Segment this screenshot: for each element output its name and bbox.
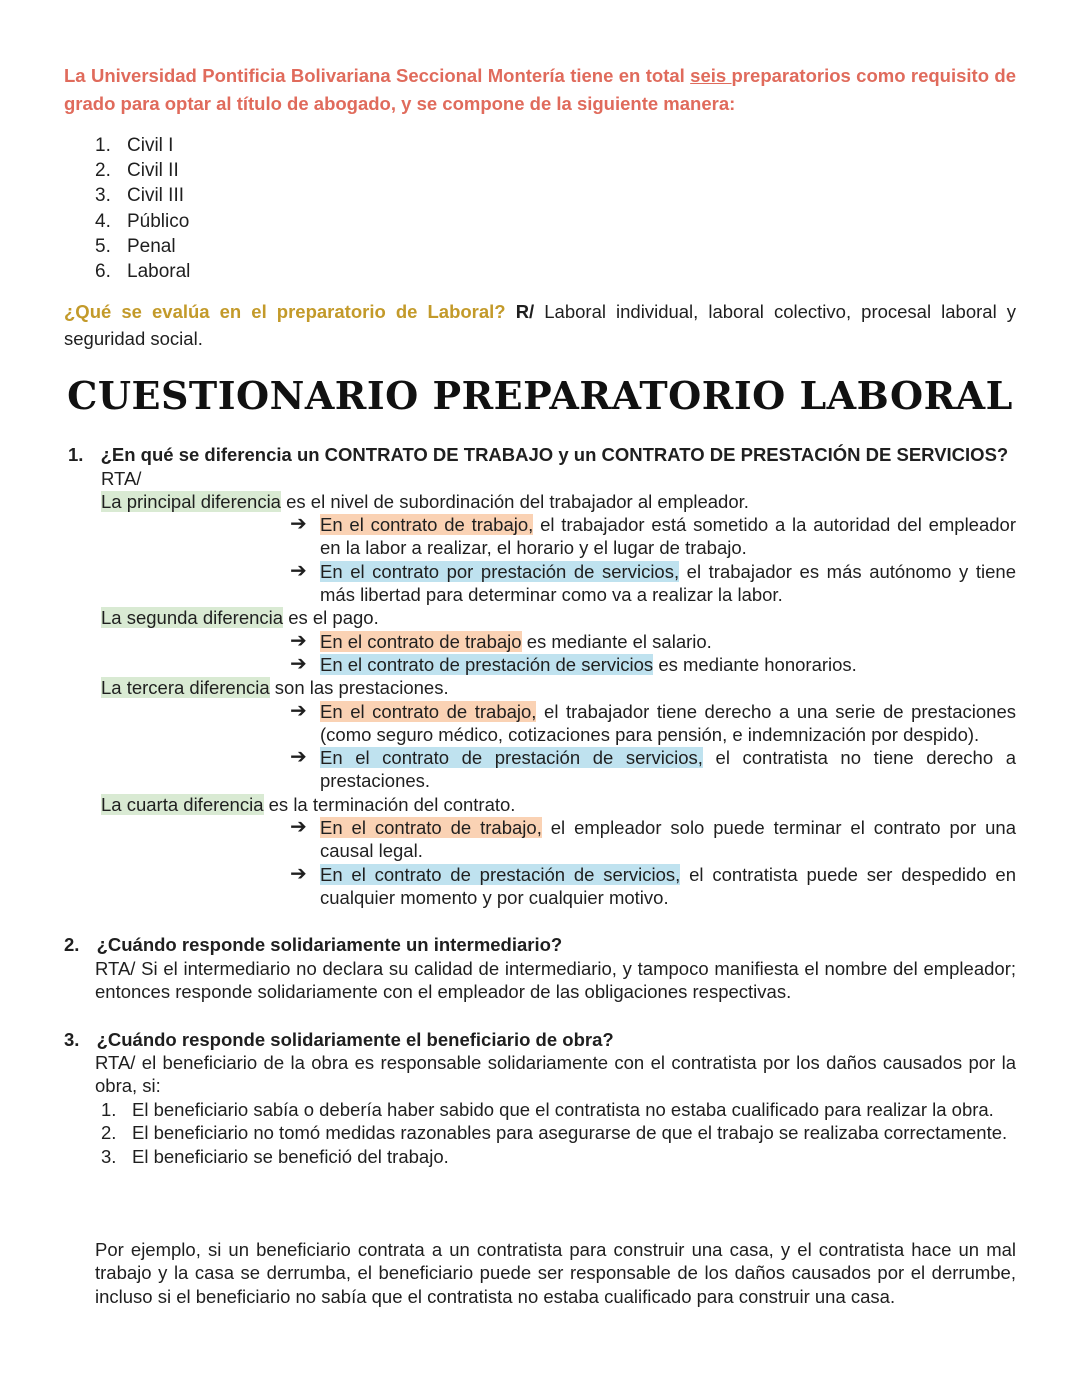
question-3-text: ¿Cuándo responde solidariamente el beneficiario de obra? [96, 1029, 614, 1050]
difference-4-work: ➔ En el contrato de trabajo, el empleador solo puede terminar el contrato por una causal legal. [290, 816, 1017, 862]
arrow-icon: ➔ [290, 560, 307, 582]
arrow-icon: ➔ [290, 630, 307, 652]
difference-4: La cuarta diferencia es la terminación del contrato. [101, 794, 516, 815]
question-3-heading: 3. ¿Cuándo responde solidariamente el beneficiario de obra? [64, 1029, 614, 1050]
difference-2-work: ➔ En el contrato de trabajo es mediante el salario. [290, 630, 712, 652]
arrow-icon: ➔ [290, 863, 307, 885]
list-item: 3. Civil III [95, 185, 184, 207]
list-item: 1. Civil I [95, 135, 174, 156]
page-title: CUESTIONARIO PREPARATORIO LABORAL [67, 373, 1013, 418]
intro-paragraph [64, 62, 1016, 118]
list-item: 1. El beneficiario sabía o debería haber sabido que el contratista no estaba cualificado para realizar la obra. [101, 1099, 994, 1120]
question-2-answer: RTA/ Si el intermediario no declara su calidad de intermediario, y tampoco manifiesta el nombre del empleador; entonces responde solidariamente con el empleador de las obligaciones respectivas. [95, 958, 1016, 1003]
question-3-conditions [95, 1098, 1016, 1168]
list-item: 3. El beneficiario se benefició del trabajo. [101, 1145, 449, 1167]
intro-before: La Universidad Pontificia Bolivariana Seccional Montería tiene en total [64, 65, 691, 86]
list-item: 4. Público [95, 210, 190, 232]
arrow-icon: ➔ [290, 653, 307, 675]
list-item: 5. Penal [95, 235, 176, 257]
difference-2: La segunda diferencia es el pago. [101, 607, 379, 628]
evaluation-r-label: R/ [515, 301, 535, 322]
arrow-icon: ➔ [290, 700, 307, 722]
question-3-example: Por ejemplo, si un beneficiario contrata a un contratista para construir una casa, y el contratista hace un mal trabajo y la casa se derrumba, el beneficiario puede ser responsable de los daños causados por el derrumbe, incluso si el beneficiario no sabía que el contratista no estaba cualificado para construir una casa. [95, 1239, 1016, 1307]
question-1-rta: RTA/ [101, 468, 142, 489]
list-item: 2. Civil II [95, 160, 179, 182]
arrow-icon: ➔ [290, 746, 307, 768]
evaluation-question: ¿Qué se evalúa en el preparatorio de Laboral? [64, 301, 506, 322]
difference-1: La principal diferencia es el nivel de subordinación del trabajador al empleador. [101, 491, 749, 512]
question-2-heading: 2. ¿Cuándo responde solidariamente un intermediario? [64, 934, 563, 955]
difference-1-service: ➔ En el contrato por prestación de servicios, el trabajador es más autónomo y tiene más libertad para determinar como va a realizar la labor. [290, 560, 1016, 606]
difference-2-service: ➔ En el contrato de prestación de servicios es mediante honorarios. [290, 653, 857, 675]
question-2-text: ¿Cuándo responde solidariamente un intermediario? [96, 934, 563, 955]
question-1-heading: 1. ¿En qué se diferencia un CONTRATO DE TRABAJO y un CONTRATO DE PRESTACIÓN DE SERVICIOS? [68, 444, 1009, 465]
difference-1-work: ➔ En el contrato de trabajo, el trabajador está sometido a la autoridad del empleador en la labor a realizar, el horario y el lugar de trabajo. [290, 513, 1017, 559]
difference-3-work: ➔ En el contrato de trabajo, el trabajador tiene derecho a una serie de prestaciones (como seguro médico, cotizaciones para pensión, e indemnización por despido). [290, 700, 1016, 746]
intro-after: preparatorios como requisito de grado para optar al título de abogado, y se compone de la siguiente manera: [64, 65, 1016, 114]
arrow-icon: ➔ [290, 513, 307, 535]
intro-emphasis: seis [690, 65, 732, 86]
difference-3: La tercera diferencia son las prestaciones. [101, 677, 449, 698]
list-item: 2. El beneficiario no tomó medidas razonables para asegurarse de que el trabajo se realizaba correctamente. [101, 1122, 1008, 1144]
evaluation-paragraph [64, 298, 1016, 352]
preparatory-list [95, 133, 190, 284]
question-1-text: ¿En qué se diferencia un CONTRATO DE TRABAJO y un CONTRATO DE PRESTACIÓN DE SERVICIOS? [100, 444, 1009, 465]
arrow-icon: ➔ [290, 816, 307, 838]
list-item: 6. Laboral [95, 261, 191, 283]
difference-3-service: ➔ En el contrato de prestación de servicios, el contratista no tiene derecho a prestaciones. [290, 746, 1016, 792]
evaluation-answer: Laboral individual, laboral colectivo, procesal laboral y seguridad social. [64, 301, 1016, 349]
difference-4-service: ➔ En el contrato de prestación de servicios, el contratista puede ser despedido en cualquier momento y por cualquier motivo. [290, 863, 1017, 909]
question-3-answer: RTA/ el beneficiario de la obra es responsable solidariamente con el contratista por los daños causados por la obra, si: [95, 1052, 1016, 1097]
